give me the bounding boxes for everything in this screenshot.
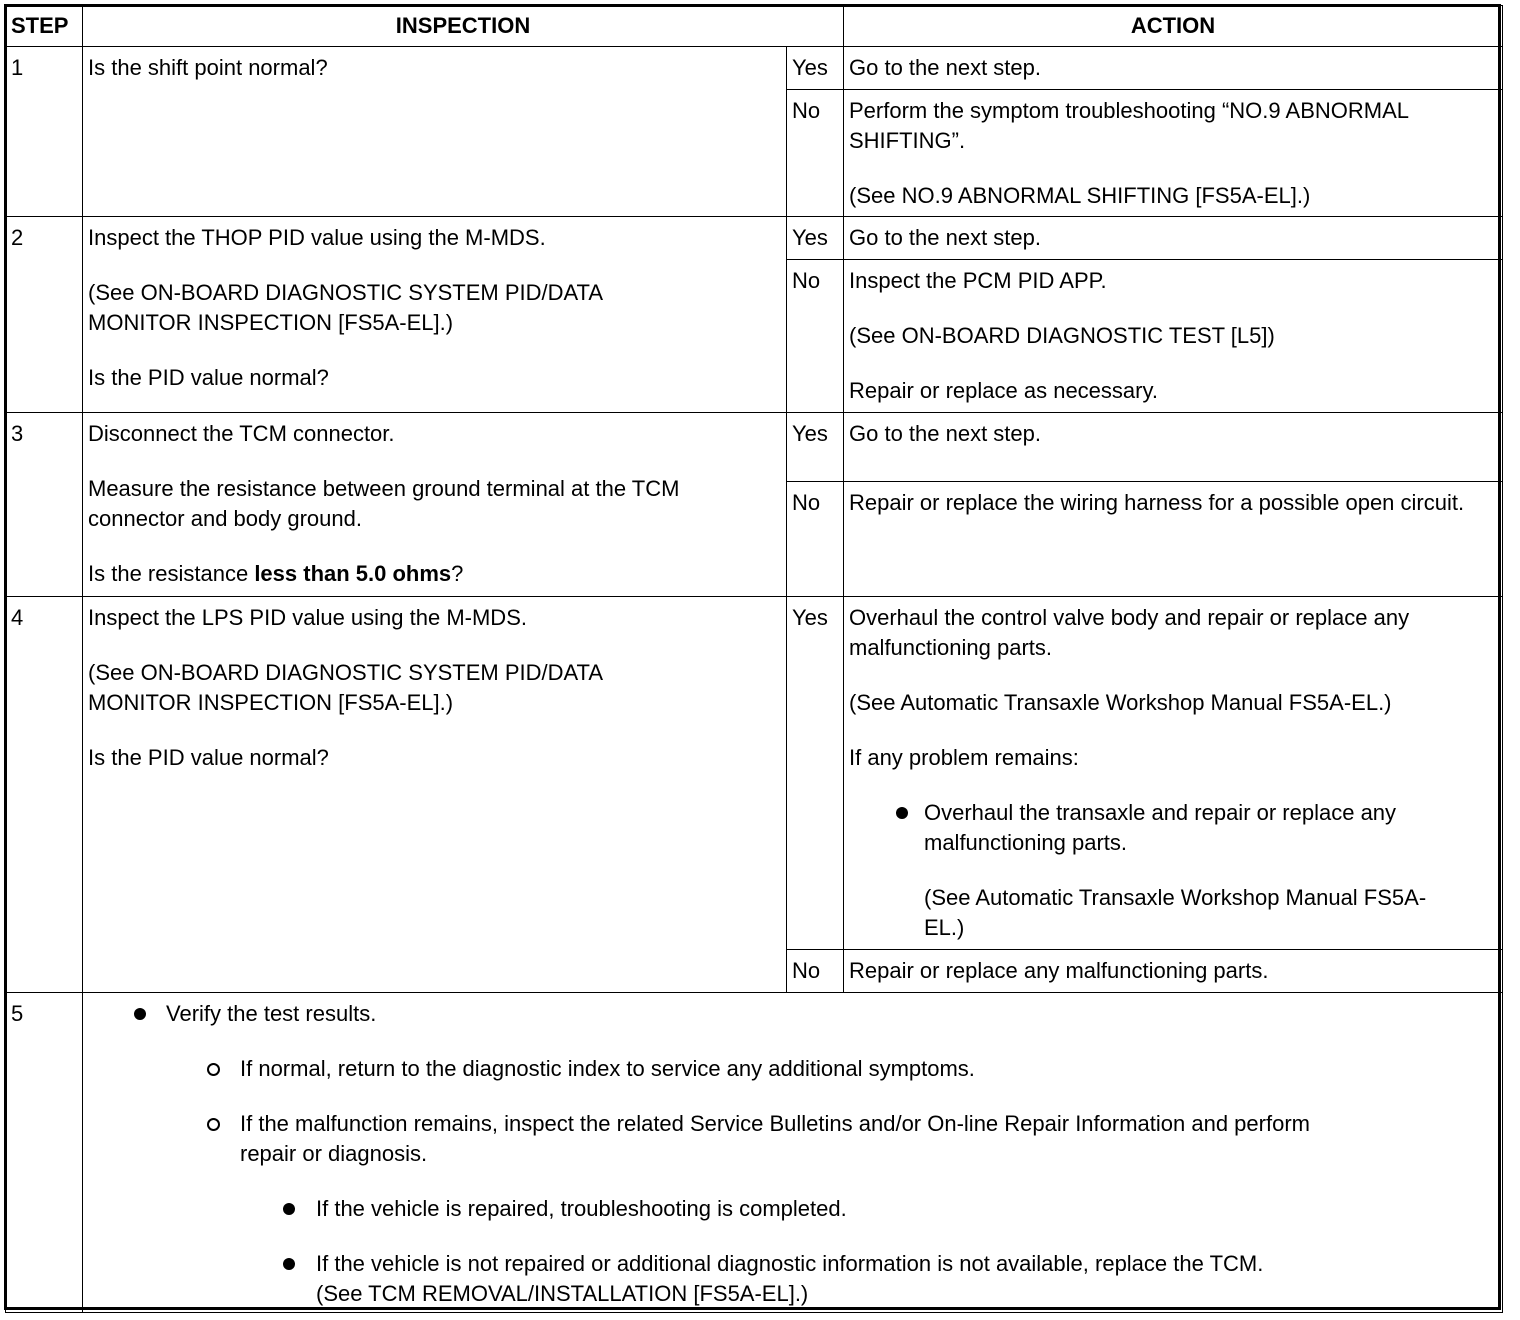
step5-content	[83, 993, 1503, 1313]
step1-inspection	[83, 47, 787, 217]
step2-no-action	[844, 260, 1503, 413]
step1-yes-label: Yes	[787, 47, 844, 90]
step4-yes-bullet-text: Overhaul the transaxle and repair or replace any malfunctioning parts.	[924, 800, 1397, 855]
step4-yes-bullet-ref: (See Automatic Transaxle Workshop Manual FS5A-EL.)	[924, 885, 1427, 940]
step1-no-action-text: Perform the symptom troubleshooting “NO.9 ABNORMAL SHIFTING”.	[849, 98, 1409, 153]
step5-item-malfunction: If the malfunction remains, inspect the related Service Bulletins and/or On-line Repair Information and perform repair or diagnosis.	[88, 1109, 1497, 1169]
step1-no-action	[844, 90, 1503, 217]
step3-no-label: No	[787, 482, 844, 597]
step4-inspection-ref: (See ON-BOARD DIAGNOSTIC SYSTEM PID/DATA MONITOR INSPECTION [FS5A-EL].)	[88, 660, 602, 715]
step4-yes-action-remains: If any problem remains:	[849, 745, 1079, 770]
step5-item-not-repaired	[88, 1249, 1497, 1309]
step4-number: 4	[6, 597, 83, 993]
action-header: ACTION	[844, 6, 1503, 47]
step2-inspection-ref: (See ON-BOARD DIAGNOSTIC SYSTEM PID/DATA MONITOR INSPECTION [FS5A-EL].)	[88, 280, 602, 335]
step3-inspection-measure: Measure the resistance between ground terminal at the TCM connector and body ground.	[88, 476, 680, 531]
step1-number: 1	[6, 47, 83, 217]
step3-no-action: Repair or replace the wiring harness for a possible open circuit.	[844, 482, 1503, 597]
step4-no-label: No	[787, 950, 844, 993]
step-header: STEP	[6, 6, 83, 47]
step3-number: 3	[6, 413, 83, 597]
step1-no-label: No	[787, 90, 844, 217]
step3-inspection-question: Is the resistance less than 5.0 ohms?	[88, 561, 464, 586]
step4-yes-action-ref: (See Automatic Transaxle Workshop Manual FS5A-EL.)	[849, 690, 1392, 715]
step1-yes-action: Go to the next step.	[844, 47, 1503, 90]
header-row	[6, 6, 1503, 47]
step2-no-action-text: Inspect the PCM PID APP.	[849, 268, 1107, 293]
step3-threshold: less than 5.0 ohms	[254, 561, 452, 586]
step2-no-label: No	[787, 260, 844, 413]
step2-inspection-text: Inspect the THOP PID value using the M-MDS.	[88, 225, 546, 250]
step2-inspection-question: Is the PID value normal?	[88, 365, 329, 390]
step3-yes-row	[6, 413, 1503, 482]
step4-yes-bullet	[849, 798, 1497, 943]
step4-inspection-question: Is the PID value normal?	[88, 745, 329, 770]
step1-inspection-text: Is the shift point normal?	[88, 55, 328, 80]
step1-no-action-ref: (See NO.9 ABNORMAL SHIFTING [FS5A-EL].)	[849, 183, 1311, 208]
step4-yes-row	[6, 597, 1503, 950]
step5-item-verify: Verify the test results.	[88, 999, 1497, 1029]
step4-inspection-text: Inspect the LPS PID value using the M-MDS.	[88, 605, 527, 630]
step5-item-not-repaired-ref: (See TCM REMOVAL/INSTALLATION [FS5A-EL].)	[316, 1281, 809, 1306]
diagnostic-table	[5, 5, 1503, 1313]
inspection-header: INSPECTION	[83, 6, 844, 47]
step3-inspection	[83, 413, 787, 597]
step2-inspection	[83, 217, 787, 413]
step4-no-action: Repair or replace any malfunctioning parts.	[844, 950, 1503, 993]
step2-no-action-ref: (See ON-BOARD DIAGNOSTIC TEST [L5])	[849, 323, 1275, 348]
step3-inspection-text: Disconnect the TCM connector.	[88, 421, 395, 446]
step5-row	[6, 993, 1503, 1313]
step4-inspection	[83, 597, 787, 993]
step4-yes-action	[844, 597, 1503, 950]
step2-yes-row	[6, 217, 1503, 260]
step5-number: 5	[6, 993, 83, 1313]
step1-yes-row	[6, 47, 1503, 90]
step5-item-not-repaired-text: If the vehicle is not repaired or additional diagnostic information is not available, replace the TCM.	[316, 1251, 1264, 1276]
step4-yes-label: Yes	[787, 597, 844, 950]
step2-yes-action: Go to the next step.	[844, 217, 1503, 260]
step4-yes-action-text: Overhaul the control valve body and repair or replace any malfunctioning parts.	[849, 605, 1410, 660]
step2-no-action-repair: Repair or replace as necessary.	[849, 378, 1158, 403]
step5-item-normal: If normal, return to the diagnostic index to service any additional symptoms.	[88, 1054, 1497, 1084]
step5-item-repaired: If the vehicle is repaired, troubleshooting is completed.	[88, 1194, 1497, 1224]
step3-yes-action: Go to the next step.	[844, 413, 1503, 482]
step2-number: 2	[6, 217, 83, 413]
step3-yes-label: Yes	[787, 413, 844, 482]
step2-yes-label: Yes	[787, 217, 844, 260]
